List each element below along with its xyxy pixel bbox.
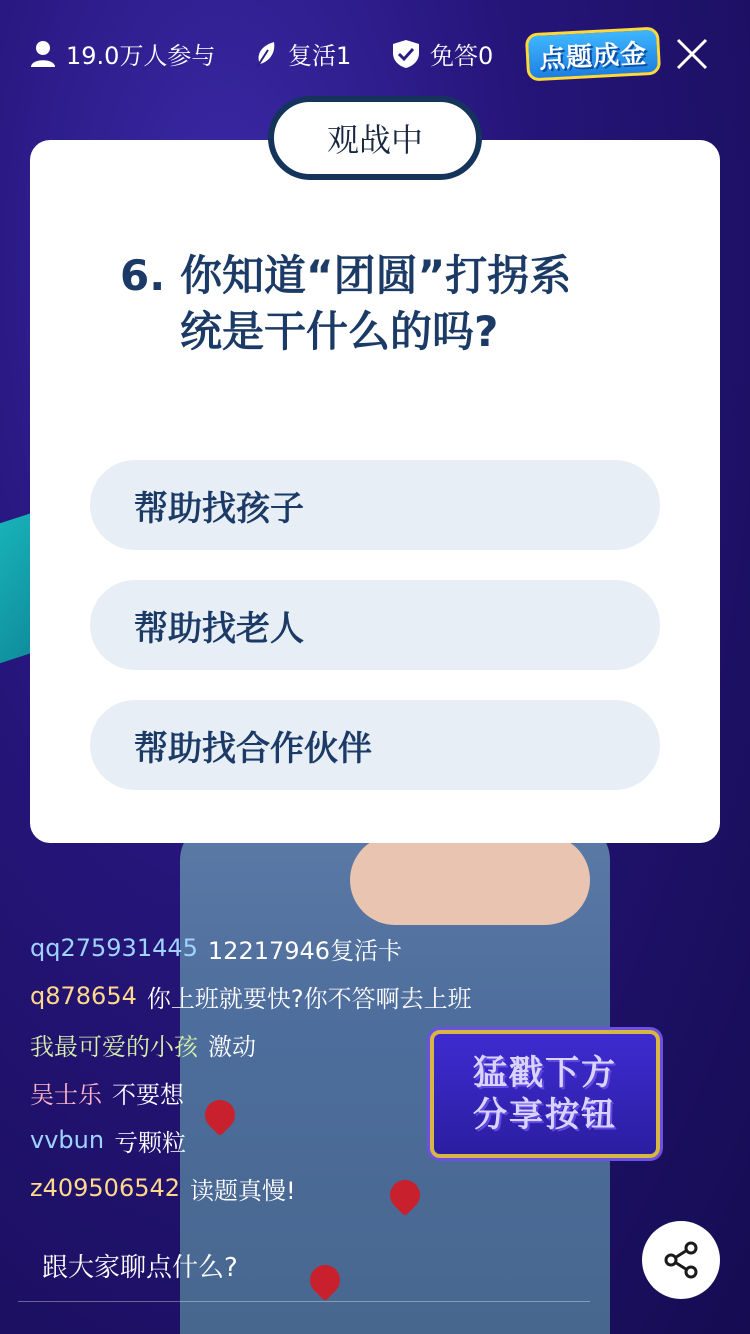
share-icon — [661, 1240, 701, 1280]
chat-message — [30, 1020, 590, 1068]
revive-stat — [254, 36, 351, 71]
answer-option-label: 帮助找合作伙伴 — [134, 728, 372, 769]
chat-text: 亏颗粒 — [114, 1128, 187, 1157]
chat-message — [30, 1068, 590, 1116]
revive-count: 复活1 — [288, 42, 352, 70]
chat-message — [30, 972, 590, 1020]
close-icon[interactable] — [672, 34, 712, 74]
share-button[interactable] — [642, 1221, 720, 1299]
question-line-1: 你知道“团圆”打拐系 — [180, 251, 572, 300]
chat-feed — [30, 924, 590, 1212]
top-bar — [0, 22, 750, 82]
chat-username: vvbun — [30, 1126, 105, 1154]
background-hands — [350, 835, 590, 925]
chat-username: q878654 — [30, 982, 137, 1010]
sign-line-1: 猛戳下方 — [473, 1053, 617, 1093]
answer-option-label: 帮助找老人 — [134, 608, 304, 649]
chat-username: qq275931445 — [30, 934, 198, 962]
participants-count: 19.0万人参与 — [66, 42, 216, 70]
chat-message — [30, 1116, 590, 1164]
spectating-label: 观战中 — [326, 121, 423, 159]
spectating-badge — [268, 96, 482, 180]
logo-text: 点题成金 — [538, 38, 648, 75]
chat-text: 你上班就要快?你不答啊去上班 — [146, 984, 472, 1013]
chat-input[interactable] — [18, 1230, 590, 1302]
question-text — [120, 248, 640, 360]
chat-username: 吴士乐 — [30, 1080, 102, 1109]
user-icon — [30, 40, 56, 68]
answer-option-label: 帮助找孩子 — [134, 488, 304, 529]
quiz-logo — [525, 27, 661, 82]
answer-option-3[interactable] — [90, 700, 660, 790]
chat-text: 激动 — [208, 1032, 256, 1061]
chat-input-placeholder: 跟大家聊点什么? — [42, 1253, 238, 1283]
chat-message — [30, 924, 590, 972]
leaf-icon — [254, 40, 278, 68]
chat-text: 12217946复活卡 — [207, 936, 403, 965]
chat-message — [30, 1164, 590, 1212]
question-line-2: 统是干什么的吗? — [180, 307, 499, 356]
chat-text: 不要想 — [112, 1080, 184, 1109]
chat-text: 读题真慢! — [190, 1176, 296, 1205]
answer-option-1[interactable] — [90, 460, 660, 550]
free-answer-count: 免答0 — [430, 42, 494, 70]
chat-username: z409506542 — [30, 1174, 181, 1202]
free-answer-stat — [392, 36, 493, 71]
participants-stat — [30, 36, 215, 71]
answer-option-2[interactable] — [90, 580, 660, 670]
chat-username: 我最可爱的小孩 — [30, 1032, 198, 1061]
shield-check-icon — [392, 39, 420, 69]
question-number: 6. — [120, 251, 166, 300]
sign-line-2: 分享按钮 — [473, 1095, 617, 1135]
